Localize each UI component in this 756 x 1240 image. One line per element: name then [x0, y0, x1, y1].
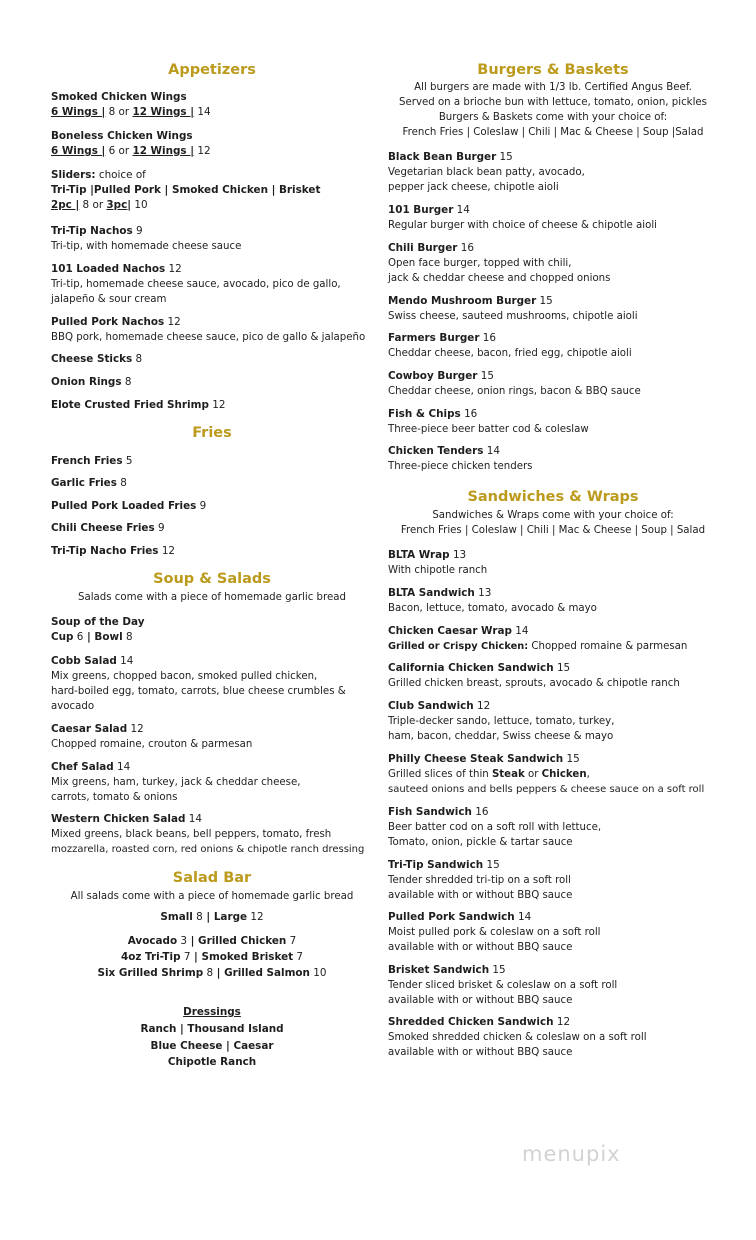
menu-item-smoked-wings: Smoked Chicken Wings 6 Wings | 8 or 12 Wings | 14	[51, 91, 211, 118]
menu-item-soup: Soup of the Day Cup 6 | Bowl 8	[51, 616, 145, 643]
menu-item-fish-sandwich: Fish Sandwich 16 Beer batter cod on a soft roll with lettuce, Tomato, onion, pickle & tartar sauce	[388, 806, 602, 848]
burgers-note-2: Served on a brioche bun with lettuce, tomato, onion, pickles	[399, 97, 707, 108]
menu-item-california-sandwich: California Chicken Sandwich 15 Grilled chicken breast, sprouts, avocado & chipotle ranch	[388, 662, 680, 689]
section-title-fries: Fries	[192, 425, 232, 441]
sandwiches-note-1: Sandwiches & Wraps come with your choice of:	[432, 510, 674, 521]
burgers-note-1: All burgers are made with 1/3 lb. Certified Angus Beef.	[414, 82, 692, 93]
burgers-note-3: Burgers & Baskets come with your choice of:	[438, 112, 668, 123]
menu-item-cobb-salad: Cobb Salad 14 Mix greens, chopped bacon, smoked pulled chicken, hard-boiled egg, tomato, carrots, blue cheese crumbles & avocado	[51, 655, 346, 712]
menu-item-blta-wrap: BLTA Wrap 13 With chipotle ranch	[388, 549, 488, 576]
menu-item-chef-salad: Chef Salad 14 Mix greens, ham, turkey, jack & cheddar cheese, carrots, tomato & onions	[51, 761, 301, 803]
menu-item-garlic-fries: Garlic Fries 8	[51, 477, 127, 489]
section-title-sandwiches: Sandwiches & Wraps	[467, 489, 639, 505]
menu-item-cowboy-burger: Cowboy Burger 15 Cheddar cheese, onion rings, bacon & BBQ sauce	[388, 370, 641, 397]
menu-item-cheese-sticks: Cheese Sticks 8	[51, 353, 143, 365]
menu-item-black-bean-burger: Black Bean Burger 15 Vegetarian black bean patty, avocado, pepper jack cheese, chipotle aioli	[388, 151, 585, 193]
dressings-title: Dressings	[183, 1006, 241, 1018]
salad-bar-note: All salads come with a piece of homemade garlic bread	[70, 891, 354, 902]
menu-item-blta-sandwich: BLTA Sandwich 13 Bacon, lettuce, tomato, avocado & mayo	[388, 587, 597, 614]
menu-item-elote-shrimp: Elote Crusted Fried Shrimp 12	[51, 399, 226, 411]
menu-item-tritip-nachos: Tri-Tip Nachos 9 Tri-tip, with homemade cheese sauce	[51, 225, 242, 252]
soup-salads-note: Salads come with a piece of homemade garlic bread	[78, 592, 346, 603]
menu-item-french-fries: French Fries 5	[51, 455, 133, 467]
menu-item-brisket-sandwich: Brisket Sandwich 15 Tender sliced brisket & coleslaw on a soft roll available with or without BBQ sauce	[388, 964, 618, 1006]
salad-bar-addons-3: Six Grilled Shrimp 8 | Grilled Salmon 10	[97, 967, 327, 979]
sandwiches-note-2: French Fries | Coleslaw | Chili | Mac & Cheese | Soup | Salad	[400, 525, 706, 536]
dressings-line-3: Chipotle Ranch	[167, 1056, 257, 1068]
menu-item-caesar-wrap: Chicken Caesar Wrap 14 Grilled or Crispy Chicken: Chopped romaine & parmesan	[388, 625, 688, 652]
menu-item-tritip-nacho-fries: Tri-Tip Nacho Fries 12	[51, 545, 176, 557]
menu-item-club-sandwich: Club Sandwich 12 Triple-decker sando, lettuce, tomato, turkey, ham, bacon, cheddar, Swiss cheese & mayo	[388, 700, 615, 742]
menu-item-mendo-burger: Mendo Mushroom Burger 15 Swiss cheese, sauteed mushrooms, chipotle aioli	[388, 295, 638, 322]
menu-item-pulled-pork-sandwich: Pulled Pork Sandwich 14 Moist pulled pork & coleslaw on a soft roll available with or without BBQ sauce	[388, 911, 601, 953]
dressings-line-1: Ranch | Thousand Island	[140, 1023, 284, 1035]
menu-item-western-salad: Western Chicken Salad 14 Mixed greens, black beans, bell peppers, tomato, fresh mozzarella, roasted corn, red onions & chipotle ranch dressing	[51, 813, 365, 855]
section-title-soup-salads: Soup & Salads	[153, 571, 271, 587]
menu-item-loaded-nachos: 101 Loaded Nachos 12 Tri-tip, homemade cheese sauce, avocado, pico de gallo, jalapeño & sour cream	[51, 263, 341, 305]
menu-item-chili-burger: Chili Burger 16 Open face burger, topped with chili, jack & cheddar cheese and chopped onions	[388, 242, 611, 284]
menu-item-shredded-chicken-sandwich: Shredded Chicken Sandwich 12 Smoked shredded chicken & coleslaw on a soft roll available with or without BBQ sauce	[388, 1016, 647, 1058]
menu-item-onion-rings: Onion Rings 8	[51, 376, 132, 388]
section-title-salad-bar: Salad Bar	[172, 870, 252, 886]
dressings-line-2: Blue Cheese | Caesar	[150, 1040, 274, 1052]
salad-bar-addons-2: 4oz Tri-Tip 7 | Smoked Brisket 7	[120, 951, 304, 963]
salad-bar-addons-1: Avocado 3 | Grilled Chicken 7	[127, 935, 297, 947]
salad-bar-sizes: Small 8 | Large 12	[160, 911, 264, 923]
menu-item-sliders: Sliders: choice of Tri-Tip |Pulled Pork | Smoked Chicken | Brisket 2pc | 8 or 3pc| 10	[51, 169, 321, 211]
menu-item-philly-sandwich: Philly Cheese Steak Sandwich 15 Grilled slices of thin Steak or Chicken, sauteed onions and bells peppers & cheese sauce on a soft roll	[388, 753, 705, 795]
menu-item-caesar-salad: Caesar Salad 12 Chopped romaine, crouton & parmesan	[51, 723, 253, 750]
menu-item-tritip-sandwich: Tri-Tip Sandwich 15 Tender shredded tri-tip on a soft roll available with or without BBQ sauce	[388, 859, 573, 901]
menu-item-101-burger: 101 Burger 14 Regular burger with choice of cheese & chipotle aioli	[388, 204, 658, 231]
menu-item-fish-chips: Fish & Chips 16 Three-piece beer batter cod & coleslaw	[388, 408, 589, 435]
menupix-watermark: menupix	[522, 1142, 621, 1166]
section-title-burgers: Burgers & Baskets	[477, 62, 629, 78]
menu-item-chicken-tenders: Chicken Tenders 14 Three-piece chicken tenders	[388, 445, 533, 472]
menu-item-farmers-burger: Farmers Burger 16 Cheddar cheese, bacon, fried egg, chipotle aioli	[388, 332, 632, 359]
menu-item-chili-cheese-fries: Chili Cheese Fries 9	[51, 522, 165, 534]
section-title-appetizers: Appetizers	[168, 62, 256, 78]
menu-item-pp-nachos: Pulled Pork Nachos 12 BBQ pork, homemade cheese sauce, pico de gallo & jalapeño	[51, 316, 366, 343]
burgers-note-4: French Fries | Coleslaw | Chili | Mac & Cheese | Soup |Salad	[402, 127, 704, 138]
menu-item-boneless-wings: Boneless Chicken Wings 6 Wings | 6 or 12 Wings | 12	[51, 130, 211, 157]
menu-item-pp-loaded-fries: Pulled Pork Loaded Fries 9	[51, 500, 207, 512]
